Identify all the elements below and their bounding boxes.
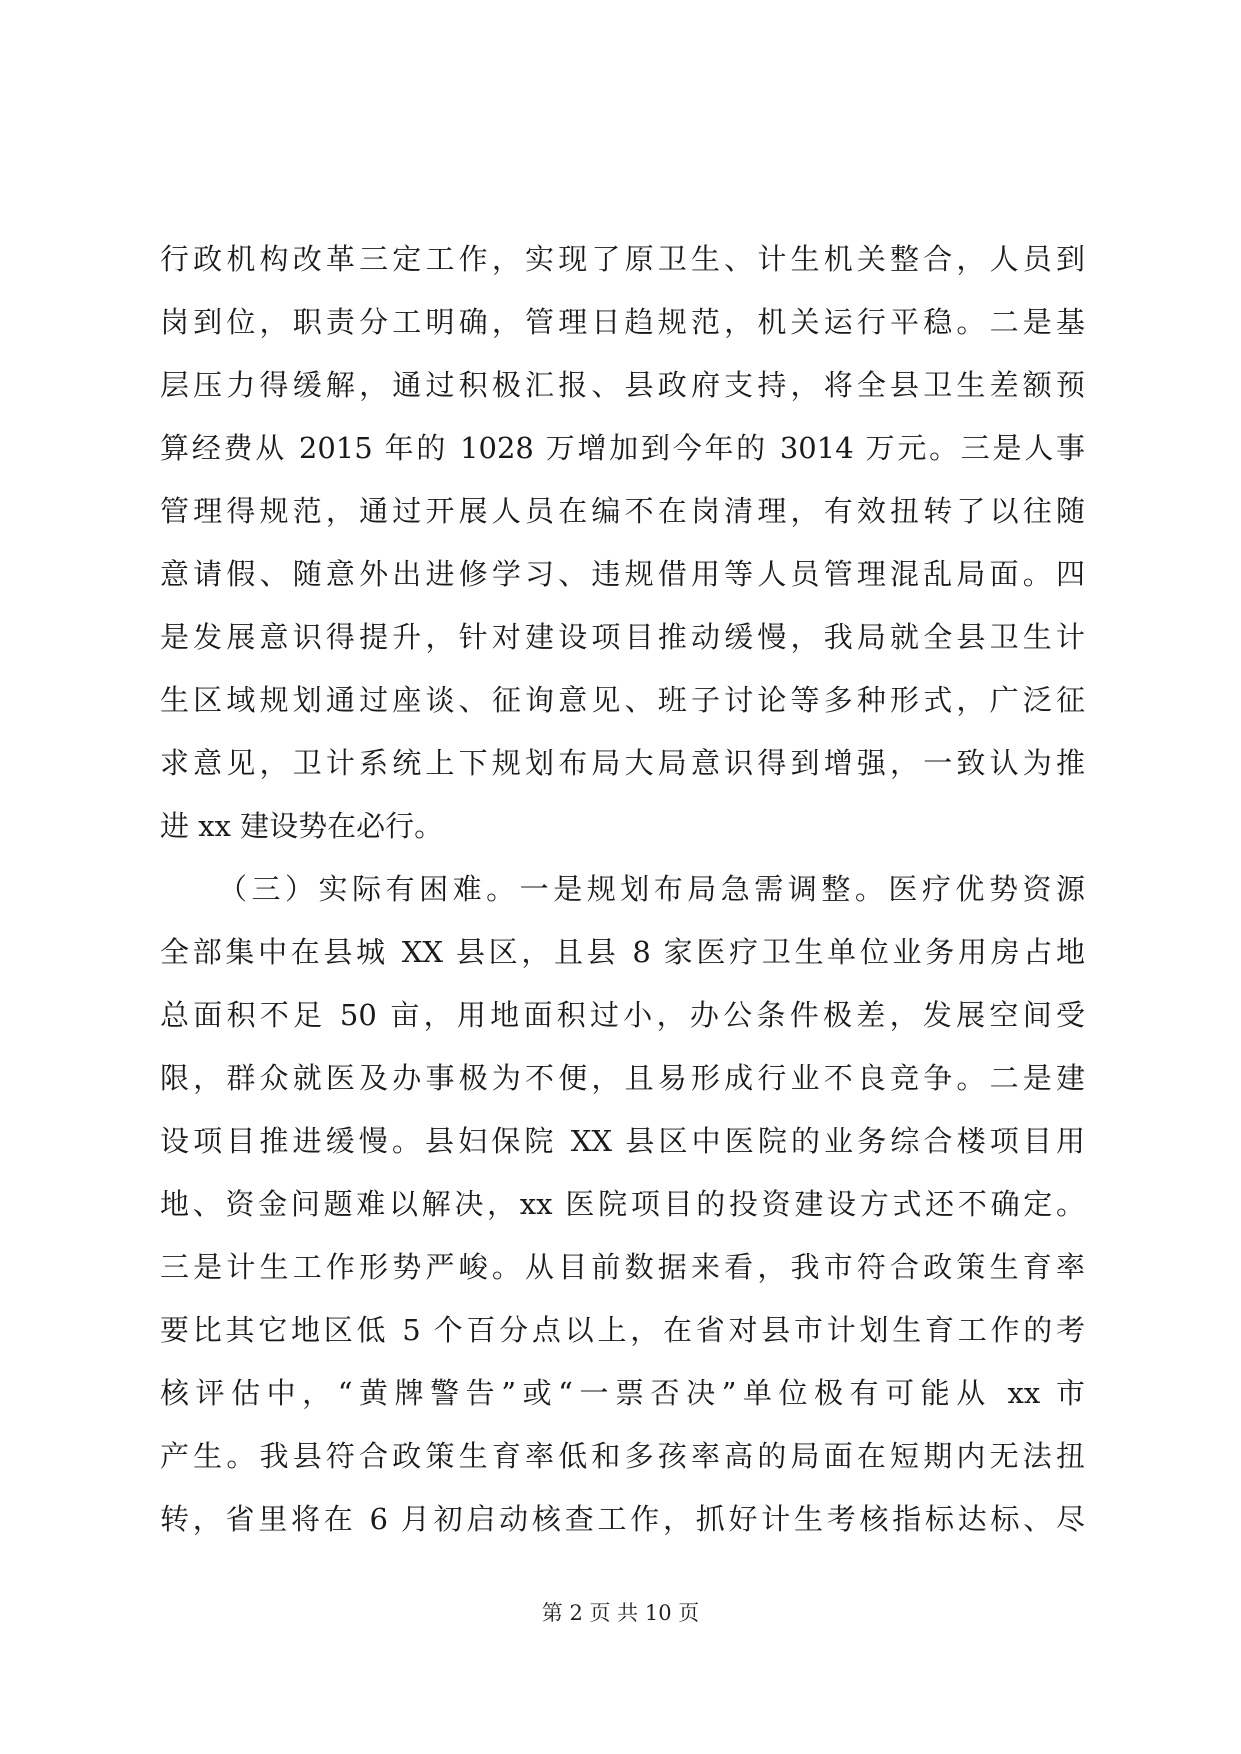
text-line: 地、资金问题难以解决，xx 医院项目的投资建设方式还不确定。 [160, 1187, 1085, 1221]
text-line: 总面积不足 50 亩，用地面积过小，办公条件极差，发展空间受 [160, 998, 1085, 1032]
text-line: 层压力得缓解，通过积极汇报、县政府支持，将全县卫生差额预 [160, 368, 1085, 402]
text-line: 意请假、随意外出进修学习、违规借用等人员管理混乱局面。四 [160, 557, 1085, 591]
text-line: 行政机构改革三定工作，实现了原卫生、计生机关整合，人员到 [160, 242, 1085, 276]
text-line: 求意见，卫计系统上下规划布局大局意识得到增强，一致认为推 [160, 746, 1085, 780]
text-line: 全部集中在县城 XX 县区，且县 8 家医疗卫生单位业务用房占地 [160, 935, 1085, 969]
section-heading-line: （三）实际有困难。一是规划布局急需调整。医疗优势资源 [218, 872, 1085, 906]
text-line: 设项目推进缓慢。县妇保院 XX 县区中医院的业务综合楼项目用 [160, 1124, 1085, 1158]
text-line: 进 xx 建设势在必行。 [160, 809, 444, 843]
text-line: 算经费从 2015 年的 1028 万增加到今年的 3014 万元。三是人事 [160, 431, 1085, 465]
body-text [160, 228, 1085, 1551]
text-line: 要比其它地区低 5 个百分点以上，在省对县市计划生育工作的考 [160, 1313, 1085, 1347]
text-line: 是发展意识得提升，针对建设项目推动缓慢，我局就全县卫生计 [160, 620, 1085, 654]
text-line: 三是计生工作形势严峻。从目前数据来看，我市符合政策生育率 [160, 1250, 1085, 1284]
text-line: 核评估中，“黄牌警告”或“一票否决”单位极有可能从 xx 市 [160, 1376, 1085, 1410]
text-line: 管理得规范，通过开展人员在编不在岗清理，有效扭转了以往随 [160, 494, 1085, 528]
text-line: 产生。我县符合政策生育率低和多孩率高的局面在短期内无法扭 [160, 1439, 1085, 1473]
text-line: 限，群众就医及办事极为不便，且易形成行业不良竞争。二是建 [160, 1061, 1085, 1095]
text-line: 岗到位，职责分工明确，管理日趋规范，机关运行平稳。二是基 [160, 305, 1085, 339]
text-line: 生区域规划通过座谈、征询意见、班子讨论等多种形式，广泛征 [160, 683, 1085, 717]
text-line: 转，省里将在 6 月初启动核查工作，抓好计生考核指标达标、尽 [160, 1502, 1085, 1536]
page-number-footer: 第 2 页 共 10 页 [541, 1601, 700, 1625]
